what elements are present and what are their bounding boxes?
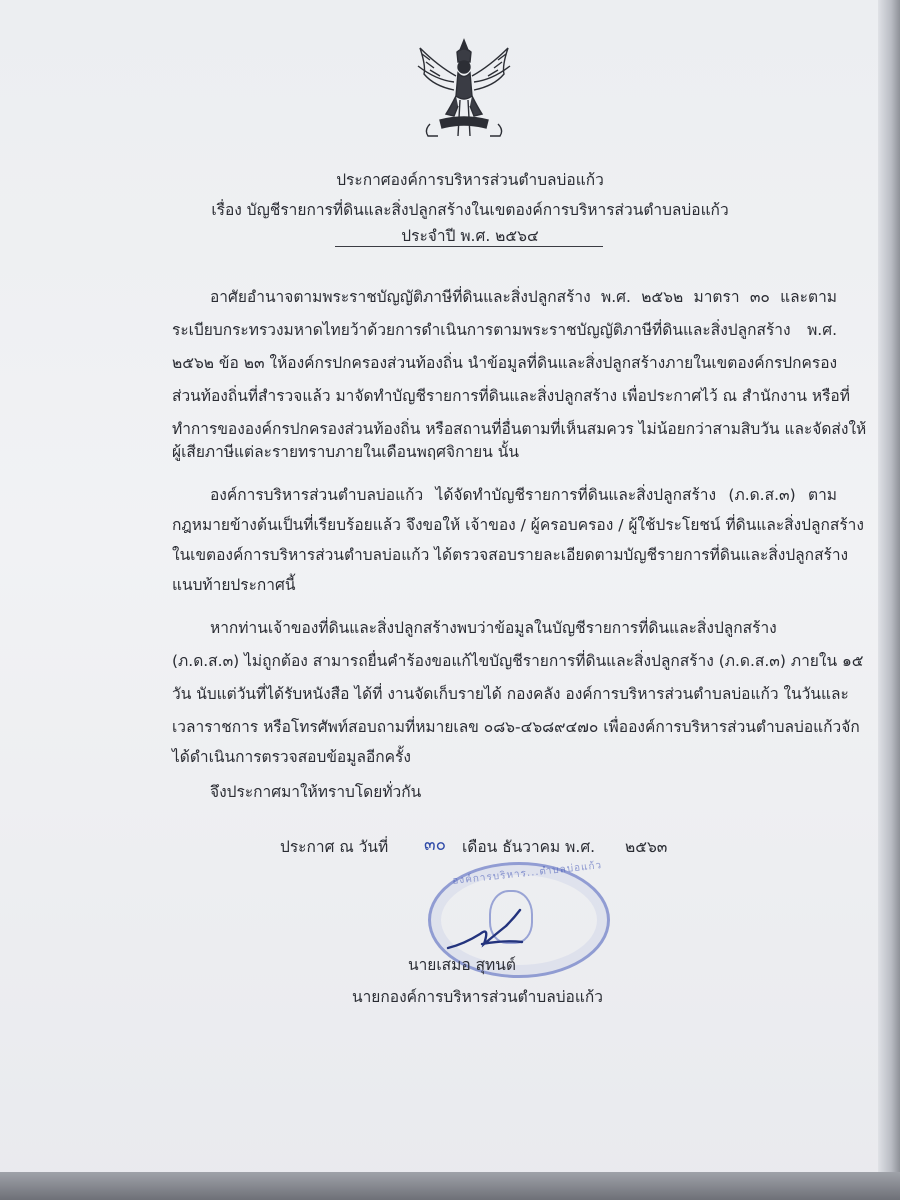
announce-year: ๒๕๖๓ <box>625 838 668 856</box>
announce-month: เดือน ธันวาคม พ.ศ. <box>462 838 596 856</box>
announce-prefix: ประกาศ ณ วันที่ <box>280 838 389 856</box>
announcement-year: ประจำปี พ.ศ. ๒๕๖๔ <box>401 227 539 245</box>
handwritten-signature <box>444 904 526 954</box>
paper-edge-right <box>878 0 900 1200</box>
para3-line: เวลาราชการ หรือโทรศัพท์สอบถามที่หมายเลข ๐๘๖-๔๖๘๙๔๗๐ เพื่อองค์การบริหารส่วนตำบลบ่อแก้วจัก <box>172 718 860 736</box>
para1-line: ทำการขององค์กรปกครองส่วนท้องถิ่น หรือสถานที่อื่นตามที่เห็นสมควร ไม่น้อยกว่าสามสิบวัน และจัดส่งให้ <box>172 420 867 438</box>
para3-line: ได้ดำเนินการตรวจสอบข้อมูลอีกครั้ง <box>172 748 411 766</box>
announcement-org-title: ประกาศองค์การบริหารส่วนตำบลบ่อแก้ว <box>336 171 604 189</box>
para1-line: ๒๕๖๒ ข้อ ๒๓ ให้องค์กรปกครองส่วนท้องถิ่น นำข้อมูลที่ดินและสิ่งปลูกสร้างภายในเขตองค์กรปกครอง <box>172 354 838 372</box>
para2-line: ในเขตองค์การบริหารส่วนตำบลบ่อแก้ว ได้ตรวจสอบรายละเอียดตามบัญชีรายการที่ดินและสิ่งปลูกสร้าง <box>172 546 849 564</box>
para2-line: กฎหมายข้างต้นเป็นที่เรียบร้อยแล้ว จึงขอให้ เจ้าของ / ผู้ครอบครอง / ผู้ใช้ประโยชน์ ที่ดินและสิ่งปลูกสร้าง <box>172 516 864 534</box>
signatory-name: นายเสมอ สุทนต์ <box>408 956 516 974</box>
para1-line: อาศัยอำนาจตามพระราชบัญญัติภาษีที่ดินและสิ่งปลูกสร้าง พ.ศ. ๒๕๖๒ มาตรา ๓๐ และตาม <box>210 288 837 306</box>
para3-line: (ภ.ด.ส.๓) ไม่ถูกต้อง สามารถยื่นคำร้องขอแก้ไขบัญชีรายการที่ดินและสิ่งปลูกสร้าง (ภ.ด.ส.๓) ภายใน ๑๕ <box>172 652 864 670</box>
para2-line: องค์การบริหารส่วนตำบลบ่อแก้ว ได้จัดทำบัญชีรายการที่ดินและสิ่งปลูกสร้าง (ภ.ด.ส.๓) ตาม <box>210 486 837 504</box>
para1-line: ผู้เสียภาษีแต่ละรายทราบภายในเดือนพฤศจิกายน นั้น <box>172 443 519 461</box>
signatory-position: นายกองค์การบริหารส่วนตำบลบ่อแก้ว <box>352 988 603 1006</box>
header-divider <box>335 246 603 247</box>
para3-line: หากท่านเจ้าของที่ดินและสิ่งปลูกสร้างพบว่าข้อมูลในบัญชีรายการที่ดินและสิ่งปลูกสร้าง <box>210 619 777 637</box>
stamp-text: องค์การบริหาร...ตำบลบ่อแก้ว <box>451 860 603 887</box>
para1-line: ส่วนท้องถิ่นที่สำรวจแล้ว มาจัดทำบัญชีรายการที่ดินและสิ่งปลูกสร้าง เพื่อประกาศไว้ ณ สำนักงาน หรือที่ <box>172 387 850 405</box>
announce-day-handwritten: ๓๐ <box>424 835 446 855</box>
garuda-emblem <box>410 36 518 140</box>
para2-line: แนบท้ายประกาศนี้ <box>172 576 296 594</box>
para1-line: ระเบียบกระทรวงมหาดไทยว้าด้วยการดำเนินการตามพระราชบัญญัติภาษีที่ดินและสิ่งปลูกสร้าง พ.ศ. <box>172 321 837 339</box>
desk-surface <box>0 1172 900 1200</box>
announcement-subject: เรื่อง บัญชีรายการที่ดินและสิ่งปลูกสร้างในเขตองค์การบริหารส่วนตำบลบ่อแก้ว <box>211 201 729 219</box>
closing-statement: จึงประกาศมาให้ทราบโดยทั่วกัน <box>210 783 422 801</box>
para3-line: วัน นับแต่วันที่ได้รับหนังสือ ได้ที่ งานจัดเก็บรายได้ กองคลัง องค์การบริหารส่วนตำบลบ่อแก้ว ในวันและ <box>172 685 849 703</box>
